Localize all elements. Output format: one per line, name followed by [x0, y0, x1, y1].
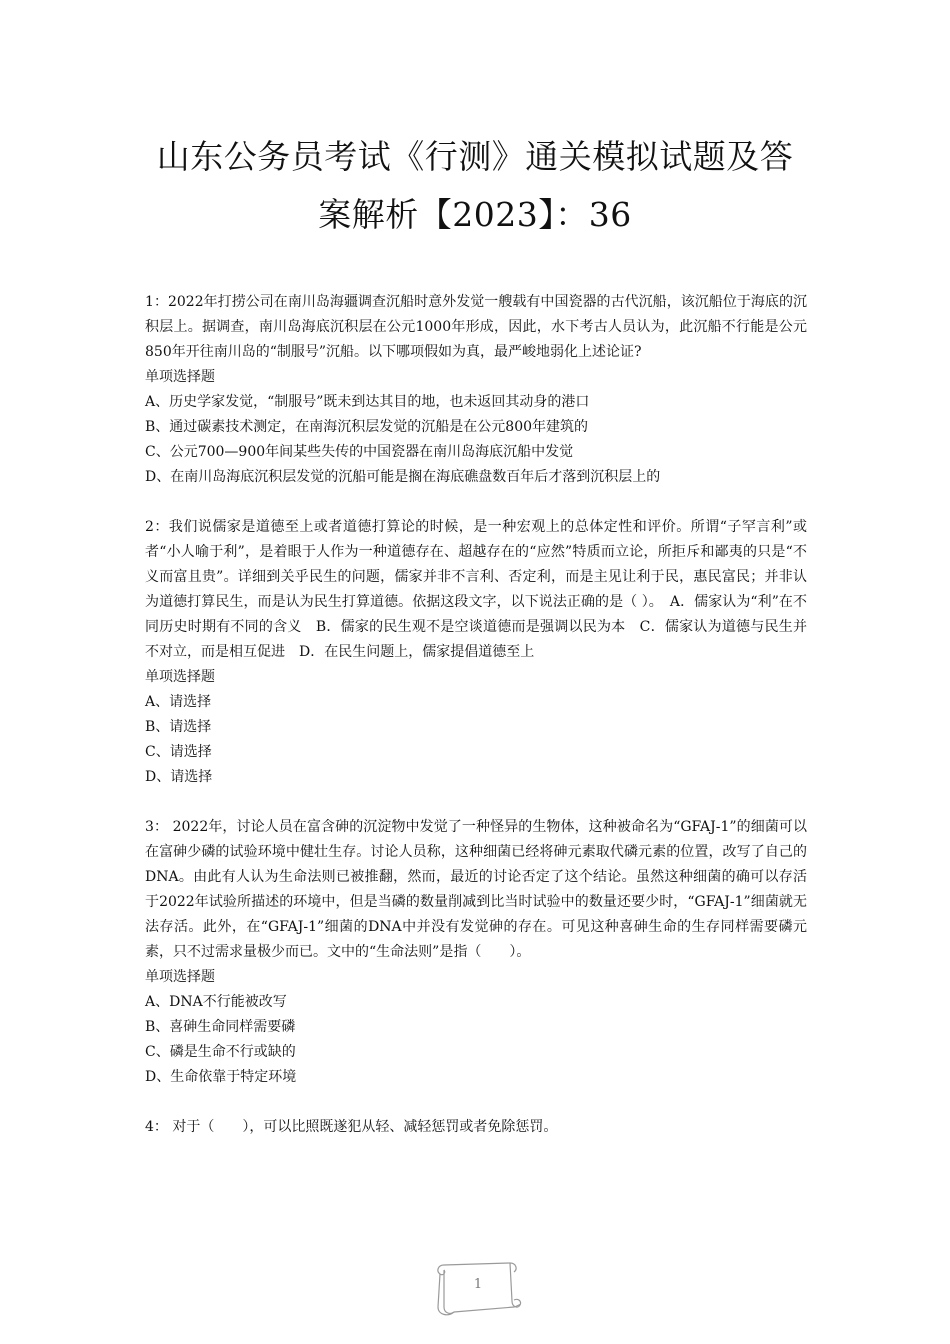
option-b[interactable]: B、通过碳素技术测定，在南海沉积层发觉的沉船是在公元800年建筑的 — [145, 419, 589, 435]
option-d[interactable]: D、在南川岛海底沉积层发觉的沉船可能是搁在海底礁盘数百年后才落到沉积层上的 — [145, 469, 661, 485]
title-line-2: 案解析【2023】：36 — [318, 195, 632, 234]
question-text: 2：我们说儒家是道德至上或者道德打算论的时候，是一种宏观上的总体定性和评价。所谓“子罕言利”或者“小人喻于利”，是着眼于人作为一种道德存在、超越存在的“应然”特质而立论，所拒斥和鄙夷的只是“不义而富且贵”。详细到关乎民生的问题，儒家并非不言利、否定利，而是主见让利于民，惠民富民；并非认为道德打算民生，而是认为民生打算道德。依据这段文字，以下说法正确的是（ ）。 A．儒家认为“利”在不同历史时期有不同的含义 B．儒家的民生观不是空谈道德而是强调以民为本 C．儒家认为道德与民生并不对立，而是相互促进 D．在民生问题上，儒家提倡道德至上 — [145, 519, 807, 660]
option-b[interactable]: B、喜砷生命同样需要磷 — [145, 1019, 296, 1035]
page-title — [100, 128, 850, 244]
question-text: 3： 2022年，讨论人员在富含砷的沉淀物中发觉了一种怪异的生物体，这种被命名为“GFAJ-1”的细菌可以在富砷少磷的试验环境中健壮生存。讨论人员称，这种细菌已经将砷元素取代磷元素的位置，改写了自己的DNA。由此有人认为生命法则已被推翻，然而，最近的讨论否定了这个结论。虽然这种细菌的确可以存活于2022年试验所描述的环境中，但是当磷的数量削减到比当时试验中的数量还要少时，“GFAJ-1”细菌就无法存活。此外，在“GFAJ-1”细菌的DNA中并没有发觉砷的存在。可见这种喜砷生命的生存同样需要磷元素，只不过需求量极少而已。文中的“生命法则”是指（ ）。 — [145, 819, 807, 960]
option-c[interactable]: C、公元700—900年间某些失传的中国瓷器在南川岛海底沉船中发觉 — [145, 444, 574, 460]
question-type: 单项选择题 — [145, 369, 215, 385]
question-type: 单项选择题 — [145, 969, 215, 985]
option-d[interactable]: D、生命依靠于特定环境 — [145, 1069, 297, 1085]
spacer — [145, 490, 807, 515]
option-a[interactable]: A、历史学家发觉，“制服号”既未到达其目的地，也未返回其动身的港口 — [145, 394, 590, 410]
question-1 — [145, 290, 807, 490]
option-c[interactable]: C、请选择 — [145, 744, 212, 760]
question-text: 1：2022年打捞公司在南川岛海疆调查沉船时意外发觉一艘载有中国瓷器的古代沉船，该沉船位于海底的沉积层上。据调查，南川岛海底沉积层在公元1000年形成，因此，水下考古人员认为，此沉船不行能是公元850年开往南川岛的“制服号”沉船。以下哪项假如为真，最严峻地弱化上述论证? — [145, 294, 807, 360]
option-c[interactable]: C、磷是生命不行或缺的 — [145, 1044, 296, 1060]
question-type: 单项选择题 — [145, 669, 215, 685]
option-a[interactable]: A、DNA不行能被改写 — [145, 994, 287, 1010]
question-4 — [145, 1115, 807, 1140]
option-b[interactable]: B、请选择 — [145, 719, 212, 735]
question-2 — [145, 515, 807, 790]
question-list — [145, 290, 807, 1140]
spacer — [145, 790, 807, 815]
page-number: 1 — [473, 1277, 483, 1292]
page-number-scroll — [430, 1255, 520, 1317]
spacer — [145, 1090, 807, 1115]
question-text: 4： 对于（ ），可以比照既遂犯从轻、减轻惩罚或者免除惩罚。 — [145, 1119, 558, 1135]
option-a[interactable]: A、请选择 — [145, 694, 212, 710]
option-d[interactable]: D、请选择 — [145, 769, 213, 785]
question-3 — [145, 815, 807, 1090]
title-line-1: 山东公务员考试《行测》通关模拟试题及答 — [156, 137, 794, 176]
